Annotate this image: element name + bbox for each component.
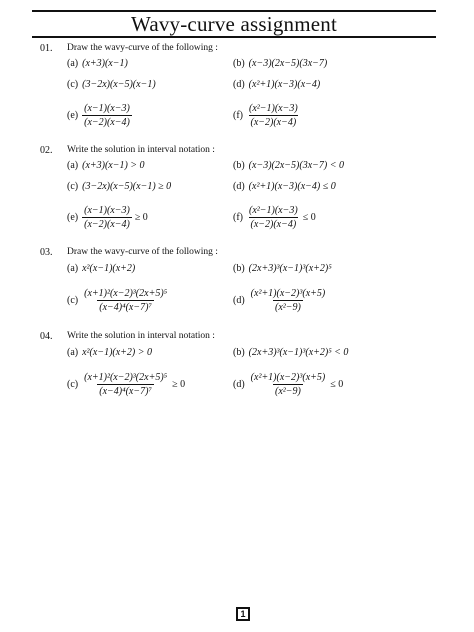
item-label: (a) xyxy=(67,346,79,358)
item-label: (b) xyxy=(233,346,245,358)
fraction-numerator: (x²−1)(x−3) xyxy=(249,102,298,114)
item-label: (d) xyxy=(233,78,245,90)
question-prompt: Draw the wavy-curve of the following : xyxy=(67,43,218,53)
inequality: ≥ 0 xyxy=(134,211,148,223)
fraction-numerator: (x+1)²(x−2)³(2x+5)⁵ xyxy=(84,287,168,299)
item-label: (d) xyxy=(233,180,245,192)
item-label: (f) xyxy=(233,109,243,121)
question-item xyxy=(67,369,185,399)
fraction-denominator: (x−4)⁴(x−7)⁷ xyxy=(99,385,152,397)
fraction-denominator: (x−2)(x−4) xyxy=(84,218,130,230)
item-expression: (2x+3)³(x−1)³(x+2)⁵ < 0 xyxy=(248,346,349,358)
item-label: (c) xyxy=(67,378,79,390)
question-item xyxy=(67,285,172,315)
fraction-denominator: (x²−9) xyxy=(275,385,301,397)
fraction-numerator: (x²+1)(x−2)³(x+5) xyxy=(250,287,326,299)
fraction-numerator: (x²−1)(x−3) xyxy=(249,204,298,216)
question-number: 04. xyxy=(40,331,53,342)
question-item xyxy=(67,56,128,70)
question-item xyxy=(67,158,145,172)
question-item xyxy=(233,77,320,91)
question-item xyxy=(233,100,303,130)
fraction xyxy=(249,372,328,397)
question-prompt: Write the solution in interval notation : xyxy=(67,331,215,341)
fraction-denominator: (x−2)(x−4) xyxy=(84,116,130,128)
fraction-denominator: (x−2)(x−4) xyxy=(250,218,297,230)
question-prompt: Draw the wavy-curve of the following : xyxy=(67,247,218,257)
item-expression: (x²+1)(x−3)(x−4) ≤ 0 xyxy=(248,180,336,192)
item-label: (c) xyxy=(67,78,79,90)
item-label: (d) xyxy=(233,378,245,390)
fraction-denominator: (x−2)(x−4) xyxy=(250,116,297,128)
page-number-box xyxy=(236,607,250,621)
page-title: Wavy-curve assignment xyxy=(130,12,338,36)
inequality: ≥ 0 xyxy=(172,378,186,390)
item-label: (d) xyxy=(233,294,245,306)
item-expression: (3−2x)(x−5)(x−1) ≥ 0 xyxy=(82,180,172,192)
question-item xyxy=(67,202,148,232)
fraction xyxy=(82,372,169,397)
fraction xyxy=(247,205,300,230)
question-item xyxy=(233,202,316,232)
fraction-numerator: (x−1)(x−3) xyxy=(84,102,130,114)
title-bar xyxy=(32,10,436,38)
item-label: (b) xyxy=(233,262,245,274)
item-label: (f) xyxy=(233,211,243,223)
question-item xyxy=(233,179,336,193)
question-number: 01. xyxy=(40,43,53,54)
item-expression: (2x+3)³(x−1)³(x+2)⁵ xyxy=(248,262,332,274)
item-label: (a) xyxy=(67,57,79,69)
question-item xyxy=(67,261,135,275)
question-item xyxy=(67,77,156,91)
fraction xyxy=(82,205,132,230)
question-number: 02. xyxy=(40,145,53,156)
question-item xyxy=(233,261,332,275)
question-item xyxy=(233,345,348,359)
item-label: (b) xyxy=(233,57,245,69)
question-item xyxy=(67,179,171,193)
fraction xyxy=(82,288,169,313)
item-expression: (x−3)(2x−5)(3x−7) xyxy=(248,57,328,69)
fraction-numerator: (x²+1)(x−2)³(x+5) xyxy=(250,371,326,383)
item-label: (a) xyxy=(67,159,79,171)
question-item xyxy=(233,369,343,399)
fraction-denominator: (x²−9) xyxy=(275,301,301,313)
item-label: (e) xyxy=(67,109,79,121)
question-item xyxy=(233,158,344,172)
question-item xyxy=(233,56,327,70)
fraction xyxy=(249,288,328,313)
item-expression: (3−2x)(x−5)(x−1) xyxy=(82,78,156,90)
item-expression: x²(x−1)(x+2) > 0 xyxy=(82,346,152,358)
item-label: (b) xyxy=(233,159,245,171)
fraction-numerator: (x−1)(x−3) xyxy=(84,204,130,216)
page-number: 1 xyxy=(240,609,246,619)
item-expression: (x+3)(x−1) xyxy=(82,57,128,69)
question-item xyxy=(67,100,135,130)
inequality: ≤ 0 xyxy=(330,378,344,390)
item-label: (c) xyxy=(67,180,79,192)
fraction-denominator: (x−4)⁴(x−7)⁷ xyxy=(99,301,152,313)
item-label: (a) xyxy=(67,262,79,274)
fraction-numerator: (x+1)²(x−2)³(2x+5)⁵ xyxy=(84,371,168,383)
fraction xyxy=(82,103,132,128)
item-expression: (x²+1)(x−3)(x−4) xyxy=(248,78,321,90)
item-label: (c) xyxy=(67,294,79,306)
item-expression: (x+3)(x−1) > 0 xyxy=(82,159,145,171)
question-item xyxy=(67,345,152,359)
question-prompt: Write the solution in interval notation : xyxy=(67,145,215,155)
item-expression: (x−3)(2x−5)(3x−7) < 0 xyxy=(248,159,344,171)
question-number: 03. xyxy=(40,247,53,258)
question-item xyxy=(233,285,330,315)
item-label: (e) xyxy=(67,211,79,223)
inequality: ≤ 0 xyxy=(302,211,316,223)
item-expression: x²(x−1)(x+2) xyxy=(82,262,136,274)
fraction xyxy=(247,103,300,128)
